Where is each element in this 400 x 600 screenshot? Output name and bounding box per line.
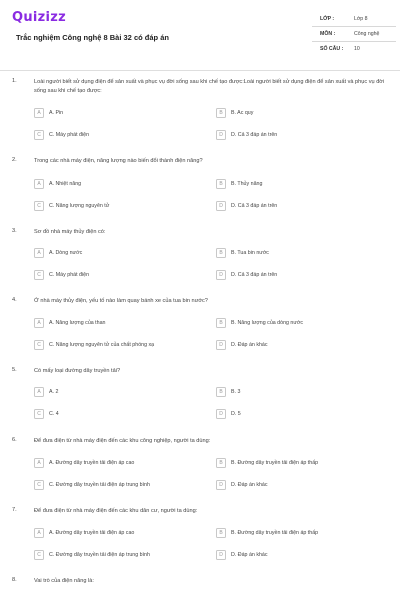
meta-table bbox=[312, 12, 396, 57]
option-letter: A bbox=[34, 248, 44, 258]
meta-value: Lớp 8 bbox=[354, 16, 368, 22]
question-text: Để đưa điện từ nhà máy điện đến các khu dân cư, người ta dùng: bbox=[34, 508, 198, 514]
option-letter: C bbox=[34, 340, 44, 350]
option-letter: D bbox=[216, 550, 226, 560]
option-text: D. Đáp án khác bbox=[231, 482, 268, 488]
question-number: 6. bbox=[12, 437, 17, 443]
option-letter: C bbox=[34, 201, 44, 211]
option-letter: D bbox=[216, 130, 226, 140]
quizizz-logo: Quizizz bbox=[12, 10, 67, 25]
question-number: 8. bbox=[12, 577, 17, 583]
option-text: A. Năng lượng của than bbox=[49, 320, 106, 326]
option-letter: A bbox=[34, 528, 44, 538]
option-text: C. Máy phát điện bbox=[49, 272, 90, 278]
option-letter: B bbox=[216, 179, 226, 189]
option-letter: D bbox=[216, 201, 226, 211]
meta-value: 10 bbox=[354, 46, 360, 52]
option-letter: A bbox=[34, 179, 44, 189]
option-letter: D bbox=[216, 480, 226, 490]
option-letter: B bbox=[216, 387, 226, 397]
question-number: 7. bbox=[12, 507, 17, 513]
option-letter: C bbox=[34, 130, 44, 140]
option-text: A. Dòng nước bbox=[49, 250, 83, 256]
header-divider bbox=[0, 70, 400, 71]
option-letter: A bbox=[34, 387, 44, 397]
question-number: 5. bbox=[12, 367, 17, 373]
option-letter: C bbox=[34, 270, 44, 280]
option-letter: B bbox=[216, 108, 226, 118]
meta-row-class bbox=[312, 12, 396, 27]
question-text: Có mấy loại đường dây truyền tải? bbox=[34, 368, 121, 374]
option-letter: C bbox=[34, 409, 44, 419]
option-letter: D bbox=[216, 409, 226, 419]
option-text: D. Đáp án khác bbox=[231, 552, 268, 558]
option-letter: A bbox=[34, 108, 44, 118]
meta-row-count bbox=[312, 42, 396, 57]
option-text: B. 3 bbox=[231, 389, 241, 395]
question-number: 1. bbox=[12, 78, 17, 84]
option-text: A. Nhiệt năng bbox=[49, 181, 82, 187]
option-text: A. Pin bbox=[49, 110, 64, 116]
option-text: D. 5 bbox=[231, 411, 241, 417]
option-letter: B bbox=[216, 318, 226, 328]
option-text: A. Đường dây truyền tải điện áp cao bbox=[49, 460, 135, 466]
option-letter: B bbox=[216, 528, 226, 538]
option-letter: B bbox=[216, 458, 226, 468]
question-text: Vai trò của điện năng là: bbox=[34, 578, 94, 584]
question-number: 4. bbox=[12, 297, 17, 303]
option-text: C. 4 bbox=[49, 411, 59, 417]
option-text: B. Đường dây truyền tải điện áp thấp bbox=[231, 530, 319, 536]
meta-key: MÔN : bbox=[320, 31, 336, 37]
question-text: Loài người biết sử dụng điện để sản xuất và phục vụ đời sống sau khi chế tạo được:Loài người biết sử dụng điện để sản xuất và phục vụ đời sống sau khi chế tạo được: bbox=[34, 79, 385, 94]
option-text: B. Đường dây truyền tải điện áp thấp bbox=[231, 460, 319, 466]
meta-value: Công nghệ bbox=[354, 31, 380, 37]
question-text: Để đưa điện từ nhà máy điện đến các khu công nghiệp, người ta dùng: bbox=[34, 438, 211, 444]
worksheet-title: Trắc nghiệm Công nghệ 8 Bài 32 có đáp án bbox=[16, 33, 169, 42]
option-text: D. Cả 3 đáp án trên bbox=[231, 272, 278, 278]
option-text: B. Tua bin nước bbox=[231, 250, 269, 256]
option-text: D. Cả 3 đáp án trên bbox=[231, 203, 278, 209]
option-letter: C bbox=[34, 480, 44, 490]
option-letter: D bbox=[216, 340, 226, 350]
meta-key: SỐ CÂU : bbox=[320, 46, 344, 52]
question-text: Trong các nhà máy điện, năng lượng nào biến đổi thành điện năng? bbox=[34, 158, 203, 164]
option-text: B. Năng lượng của dòng nước bbox=[231, 320, 304, 326]
option-text: A. Đường dây truyền tải điện áp cao bbox=[49, 530, 135, 536]
meta-row-subject bbox=[312, 27, 396, 42]
option-text: C. Năng lượng nguyên tử bbox=[49, 203, 110, 209]
question-text: Sơ đồ nhà máy thủy điện có: bbox=[34, 229, 106, 235]
worksheet-header bbox=[0, 0, 400, 66]
option-letter: A bbox=[34, 458, 44, 468]
option-letter: A bbox=[34, 318, 44, 328]
question-text: Ở nhà máy thủy điện, yếu tố nào làm quay bánh xe của tua bin nước? bbox=[34, 298, 208, 304]
question-number: 3. bbox=[12, 228, 17, 234]
option-letter: D bbox=[216, 270, 226, 280]
option-letter: B bbox=[216, 248, 226, 258]
option-text: C. Máy phát điện bbox=[49, 132, 90, 138]
option-text: C. Đường dây truyền tải điện áp trung bình bbox=[49, 552, 150, 558]
question-number: 2. bbox=[12, 157, 17, 163]
option-text: C. Năng lượng nguyên tử của chất phóng xạ bbox=[49, 342, 155, 348]
option-text: D. Cả 3 đáp án trên bbox=[231, 132, 278, 138]
option-letter: C bbox=[34, 550, 44, 560]
option-text: A. 2 bbox=[49, 389, 59, 395]
meta-key: LỚP : bbox=[320, 16, 335, 22]
option-text: B. Ac quy bbox=[231, 110, 254, 116]
option-text: C. Đường dây truyền tải điện áp trung bình bbox=[49, 482, 150, 488]
option-text: D. Đáp án khác bbox=[231, 342, 268, 348]
option-text: B. Thủy năng bbox=[231, 181, 263, 187]
